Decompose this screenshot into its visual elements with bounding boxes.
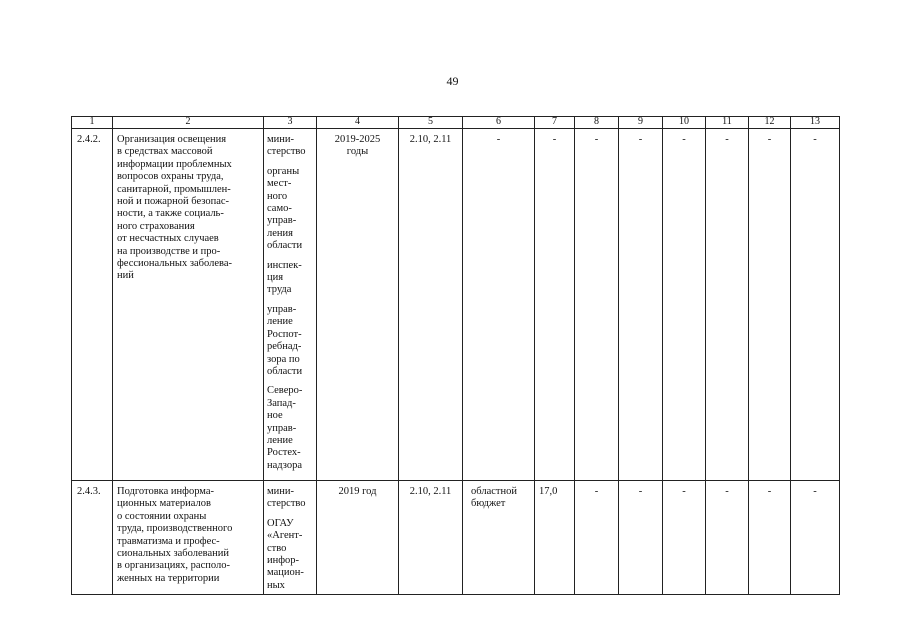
item-y2020: - [619, 129, 663, 481]
program-table [71, 116, 840, 595]
desc-line: труда, производственного [117, 523, 233, 535]
desc-line: женных на территории [117, 572, 220, 584]
executor-line: труда [267, 284, 292, 296]
executor [267, 518, 314, 592]
executor-line: надзора [267, 459, 302, 471]
header-cell: 2 [113, 117, 264, 129]
desc-line: информации проблемных [117, 158, 232, 170]
executor-line: стерство [267, 498, 306, 510]
desc-line: в средствах массовой [117, 146, 213, 158]
executor-line: ление [267, 316, 293, 328]
header-row [72, 117, 840, 129]
item-source: - [463, 129, 535, 481]
executor [267, 486, 314, 511]
item-description [113, 481, 264, 595]
item-term: 2019-2025 годы [317, 129, 399, 481]
item-description [113, 129, 264, 481]
item-executors [264, 129, 317, 481]
item-total: 17,0 [535, 481, 575, 595]
desc-line: на производстве и про- [117, 245, 221, 257]
item-source: областной бюджет [463, 481, 535, 595]
executor [267, 166, 314, 253]
executor-line: инспек- [267, 259, 302, 271]
executor [267, 134, 314, 159]
executor-line: Ростех- [267, 447, 301, 459]
executor-line: ребнад- [267, 341, 302, 353]
header-cell: 8 [575, 117, 619, 129]
executor-line: «Агент- [267, 530, 303, 542]
executor-line: инфор- [267, 555, 300, 567]
executor-line: Запад- [267, 397, 296, 409]
executor-line: управ- [267, 303, 297, 315]
desc-line: в организациях, располо- [117, 560, 230, 572]
item-indicators: 2.10, 2.11 [399, 129, 463, 481]
executor-line: само- [267, 203, 292, 215]
item-total: - [535, 129, 575, 481]
desc-line: вопросов охраны труда, [117, 171, 224, 183]
header-cell: 1 [72, 117, 113, 129]
desc-line: ционных материалов [117, 498, 211, 510]
executor [267, 385, 314, 472]
header-cell: 12 [749, 117, 791, 129]
header-cell: 7 [535, 117, 575, 129]
desc-line: от несчастных случаев [117, 233, 219, 245]
executor-line: области [267, 365, 303, 377]
desc-line: ний [117, 270, 134, 282]
table-row [72, 481, 840, 595]
executor-line: ных [267, 579, 285, 591]
header-cell: 5 [399, 117, 463, 129]
item-y2022: - [706, 481, 749, 595]
executor [267, 304, 314, 378]
header-cell: 9 [619, 117, 663, 129]
item-executors [264, 481, 317, 595]
executor-line: ция [267, 272, 284, 284]
header-cell: 10 [663, 117, 706, 129]
executor-line: мацион- [267, 567, 304, 579]
header-cell: 13 [791, 117, 840, 129]
item-y2019: - [575, 481, 619, 595]
executor-line: Северо- [267, 385, 303, 397]
item-y2023: - [749, 481, 791, 595]
desc-line: о состоянии охраны [117, 510, 207, 522]
desc-line: санитарной, промышлен- [117, 183, 231, 195]
executor [267, 260, 314, 297]
executor-line: стерство [267, 146, 306, 158]
desc-line: Подготовка информа- [117, 486, 215, 497]
item-y2019: - [575, 129, 619, 481]
executor-line: ство [267, 542, 287, 554]
item-y2024: - [791, 481, 840, 595]
executor-line: мини- [267, 134, 294, 145]
desc-line: ной и пожарной безопас- [117, 196, 230, 208]
executor-line: мини- [267, 486, 294, 497]
executor-line: управ- [267, 215, 297, 227]
executor-line: области [267, 240, 303, 252]
item-y2024: - [791, 129, 840, 481]
header-cell: 6 [463, 117, 535, 129]
executor-line: ОГАУ [267, 517, 294, 529]
header-cell: 4 [317, 117, 399, 129]
executor-line: мест- [267, 178, 292, 190]
item-y2022: - [706, 129, 749, 481]
page-number: 49 [446, 74, 459, 88]
item-number: 2.4.3. [72, 481, 113, 595]
item-y2023: - [749, 129, 791, 481]
desc-line: Организация освещения [117, 134, 227, 145]
desc-line: ного страхования [117, 220, 195, 232]
item-y2021: - [663, 481, 706, 595]
desc-line: фессиональных заболева- [117, 258, 233, 270]
table-row [72, 129, 840, 481]
executor-line: ное [267, 410, 283, 422]
executor-line: ного [267, 190, 288, 202]
desc-line: травматизма и профес- [117, 535, 220, 547]
item-indicators: 2.10, 2.11 [399, 481, 463, 595]
item-term: 2019 год [317, 481, 399, 595]
executor-line: ления [267, 227, 293, 239]
desc-line: ности, а также социаль- [117, 208, 224, 220]
item-y2021: - [663, 129, 706, 481]
header-cell: 11 [706, 117, 749, 129]
executor-line: органы [267, 165, 300, 177]
executor-line: Роспот- [267, 328, 302, 340]
executor-line: ление [267, 434, 293, 446]
header-cell: 3 [264, 117, 317, 129]
executor-line: зора по [267, 353, 300, 365]
desc-line: сиональных заболеваний [117, 548, 229, 560]
executor-line: управ- [267, 422, 297, 434]
item-y2020: - [619, 481, 663, 595]
item-number: 2.4.2. [72, 129, 113, 481]
